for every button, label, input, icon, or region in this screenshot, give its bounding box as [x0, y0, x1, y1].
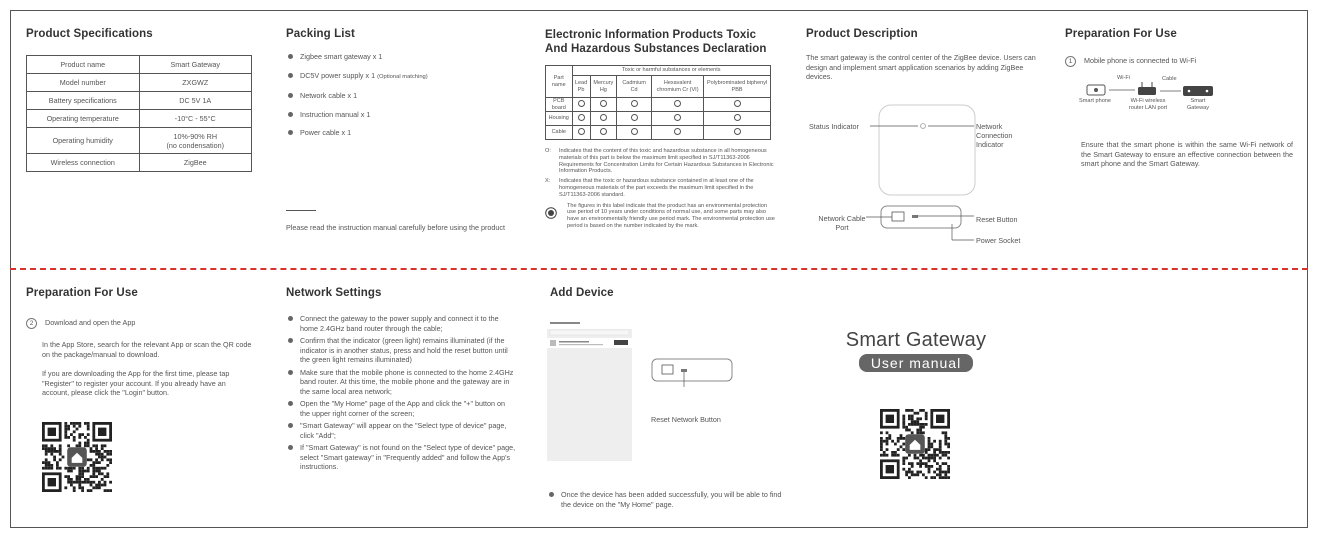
cover-qr-code: [880, 409, 950, 479]
network-steps: [286, 314, 516, 472]
compliance-cell: [652, 126, 704, 140]
optional-note: (Optional matching): [377, 73, 428, 80]
part-name: PCB board: [546, 98, 573, 112]
cover-subtitle: User manual: [859, 354, 973, 372]
prep1-paragraph: Ensure that the smart phone is within the same Wi-Fi network of the Smart Gateway to ensure an effective connection between the smart phone and the Smart Gateway.: [1081, 140, 1293, 168]
compliance-cell: [617, 98, 652, 112]
step-number: 1: [1065, 56, 1076, 67]
step-number: 2: [26, 318, 37, 329]
cable-port-label: Network Cable Port: [818, 214, 866, 232]
app-screenshot: [547, 315, 632, 461]
circle-o-icon: [600, 114, 607, 121]
gateway-side-illustration: [648, 356, 736, 388]
compliance-cell: [652, 112, 704, 126]
status-indicator-label: Status Indicator: [809, 122, 859, 131]
app-qr-code: [42, 422, 112, 492]
phone-label: Smart phone: [1079, 98, 1112, 104]
network-step: Make sure that the mobile phone is connected to the home 2.4GHz band router. At this time, the mobile phone and the gateway are in the same local area network;: [286, 368, 516, 397]
hazard-row: [546, 112, 771, 126]
description-panel: [806, 28, 1046, 253]
compliance-cell: [572, 112, 590, 126]
network-step: Confirm that the indicator (green light) remains illuminated (if the indicator is in another status, press and hold the reset button until the green light remains illuminated): [286, 336, 516, 365]
hazard-notes: [545, 148, 777, 230]
spec-row: [27, 128, 252, 154]
part-name: Housing: [546, 112, 573, 126]
compliance-cell: [704, 98, 771, 112]
circle-o-icon: [734, 128, 741, 135]
network-connection-label: Network Connection Indicator: [976, 122, 1013, 149]
packing-item: Instruction manual x 1: [286, 110, 516, 120]
packing-item: Power cable x 1: [286, 128, 516, 138]
add-device-title: Add Device: [550, 287, 614, 299]
circle-o-icon: [631, 128, 638, 135]
prep1-panel: [1065, 28, 1297, 169]
wifi-label: Wi-Fi: [1117, 75, 1131, 81]
compliance-cell: [652, 98, 704, 112]
spec-row: [27, 56, 252, 74]
compliance-cell: [617, 112, 652, 126]
prep2-paragraph2: If you are downloading the App for the first time, please tap "Register" to register your account. If you already have an account, please click the "Login" button.: [42, 369, 230, 397]
network-step: "Smart Gateway" will appear on the "Select type of device" page, click "Add";: [286, 421, 516, 440]
prep2-step: 2 Download and open the App: [26, 318, 258, 329]
prep2-panel: [26, 287, 258, 502]
gateway-label: Smart Gateway: [1186, 98, 1210, 111]
note-x: X: Indicates that the toxic or hazardous substance contained in at least one of the homogeneous materials of the part exceeds the maximum limit specified in the SJ/T11363-2006 standard.: [545, 178, 754, 198]
connection-diagram: [1065, 75, 1297, 137]
prep1-title: Preparation For Use: [1065, 28, 1177, 40]
hazard-table: [545, 65, 771, 140]
circle-o-icon: [578, 128, 585, 135]
prep2-paragraph1: In the App Store, search for the relevant App or scan the QR code on the package/manual to download.: [42, 340, 252, 359]
compliance-cell: [572, 98, 590, 112]
spec-row: [27, 74, 252, 92]
add-device-note: [547, 490, 783, 509]
prep1-step: 1 Mobile phone is connected to Wi-Fi: [1065, 56, 1297, 67]
compliance-cell: [572, 126, 590, 140]
spec-label: Wireless connection: [27, 154, 140, 172]
spec-value: ZigBee: [139, 154, 252, 172]
prep2-title: Preparation For Use: [26, 287, 138, 299]
compliance-cell: [590, 112, 617, 126]
spec-table: [26, 55, 252, 172]
hazard-row: [546, 98, 771, 112]
hazard-row: [546, 126, 771, 140]
spec-value: Smart Gateway: [139, 56, 252, 74]
packing-title: Packing List: [286, 28, 355, 40]
packing-item: Zigbee smart gateway x 1: [286, 52, 516, 62]
cable-label: Cable: [1162, 76, 1177, 82]
reset-network-label: Reset Network Button: [651, 415, 721, 424]
circle-o-icon: [674, 128, 681, 135]
substance-column: Polybrominated biphenyl PBB: [704, 76, 771, 98]
part-name-header: Part name: [546, 66, 573, 98]
spec-label: Operating humidity: [27, 128, 140, 154]
part-name: Cable: [546, 126, 573, 140]
circle-o-icon: [674, 100, 681, 107]
compliance-cell: [704, 112, 771, 126]
circle-o-icon: [578, 100, 585, 107]
spec-label: Battery specifications: [27, 92, 140, 110]
circle-o-icon: [600, 100, 607, 107]
spec-label: Model number: [27, 74, 140, 92]
cover-title: Smart Gateway: [845, 329, 987, 351]
env-10-icon: [545, 207, 557, 219]
circle-o-icon: [631, 114, 638, 121]
fold-divider: [10, 268, 1308, 270]
router-icon: [1138, 87, 1156, 95]
packing-rule: [286, 210, 316, 211]
packing-panel: [286, 28, 516, 232]
circle-o-icon: [578, 114, 585, 121]
circle-o-icon: [734, 114, 741, 121]
packing-item: Network cable x 1: [286, 91, 516, 101]
spec-row: [27, 154, 252, 172]
substance-column: Hexavalent chromium Cr (VI): [652, 76, 704, 98]
network-title: Network Settings: [286, 287, 382, 299]
reset-button-label: Reset Button: [976, 215, 1018, 224]
substances-header: Toxic or harmful substances or elements: [572, 66, 770, 76]
compliance-cell: [590, 126, 617, 140]
network-step: Open the "My Home" page of the App and click the "+" button on the upper right corner of the screen;: [286, 399, 516, 418]
add-device-panel: [547, 287, 787, 512]
substance-column: Mercury Hg: [590, 76, 617, 98]
note-env: The figures in this label indicate that the product has an environmental protection use period of 10 years under conditions of normal use, and some parts may also have an environmentally friendly use period mark. The environmental protection use period is based on the number indicated by the mark.: [545, 203, 777, 230]
circle-o-icon: [600, 128, 607, 135]
router-label: Wi-Fi wireless router LAN port: [1128, 98, 1168, 111]
spec-value: ZXGWZ: [139, 74, 252, 92]
packing-item: DC5V power supply x 1 (Optional matching): [286, 71, 516, 83]
circle-o-icon: [674, 114, 681, 121]
power-socket-label: Power Socket: [976, 236, 1021, 245]
compliance-cell: [704, 126, 771, 140]
spec-value: 10%-90% RH (no condensation): [139, 128, 252, 154]
spec-row: [27, 92, 252, 110]
circle-o-icon: [631, 100, 638, 107]
packing-footer: Please read the instruction manual carefully before using the product: [286, 223, 505, 232]
packing-list: [286, 52, 516, 138]
spec-label: Product name: [27, 56, 140, 74]
hazard-panel: [545, 28, 777, 230]
description-text: The smart gateway is the control center of the ZigBee device. Users can design and implement smart application scenarios by adding ZigBee devices.: [806, 53, 1036, 81]
spec-title: Product Specifications: [26, 28, 153, 40]
add-device-bullet: Once the device has been added successfully, you will be able to find the device on the "My Home" page.: [547, 490, 783, 509]
network-panel: [286, 287, 516, 475]
spec-row: [27, 110, 252, 128]
spec-panel: [26, 28, 266, 172]
circle-o-icon: [734, 100, 741, 107]
spec-value: -10°C - 55°C: [139, 110, 252, 128]
substance-column: Cadmium Cd: [617, 76, 652, 98]
cover-panel: [830, 328, 1002, 373]
gateway-icon: [1183, 86, 1213, 96]
hazard-title: Electronic Information Products Toxic And Hazardous Substances Declaration: [545, 29, 767, 55]
substance-column: Lead Pb: [572, 76, 590, 98]
note-o: O: Indicates that the content of this toxic and hazardous substance in all homogeneous materials of this part is below the maximum limit specified in SJ/T11363-2006 Requirements for Concentration Limits for Certain Hazardous Substances in Electronic Information Products.: [545, 148, 774, 175]
description-title: Product Description: [806, 28, 918, 40]
compliance-cell: [617, 126, 652, 140]
network-step: If "Smart Gateway" is not found on the "Select type of device" page, select "Smart gateway" in "Frequently added" and follow the App's instructions.: [286, 443, 516, 472]
compliance-cell: [590, 98, 617, 112]
spec-label: Operating temperature: [27, 110, 140, 128]
network-step: Connect the gateway to the power supply and connect it to the home 2.4GHz band router through the cable;: [286, 314, 516, 333]
spec-value: DC 5V 1A: [139, 92, 252, 110]
